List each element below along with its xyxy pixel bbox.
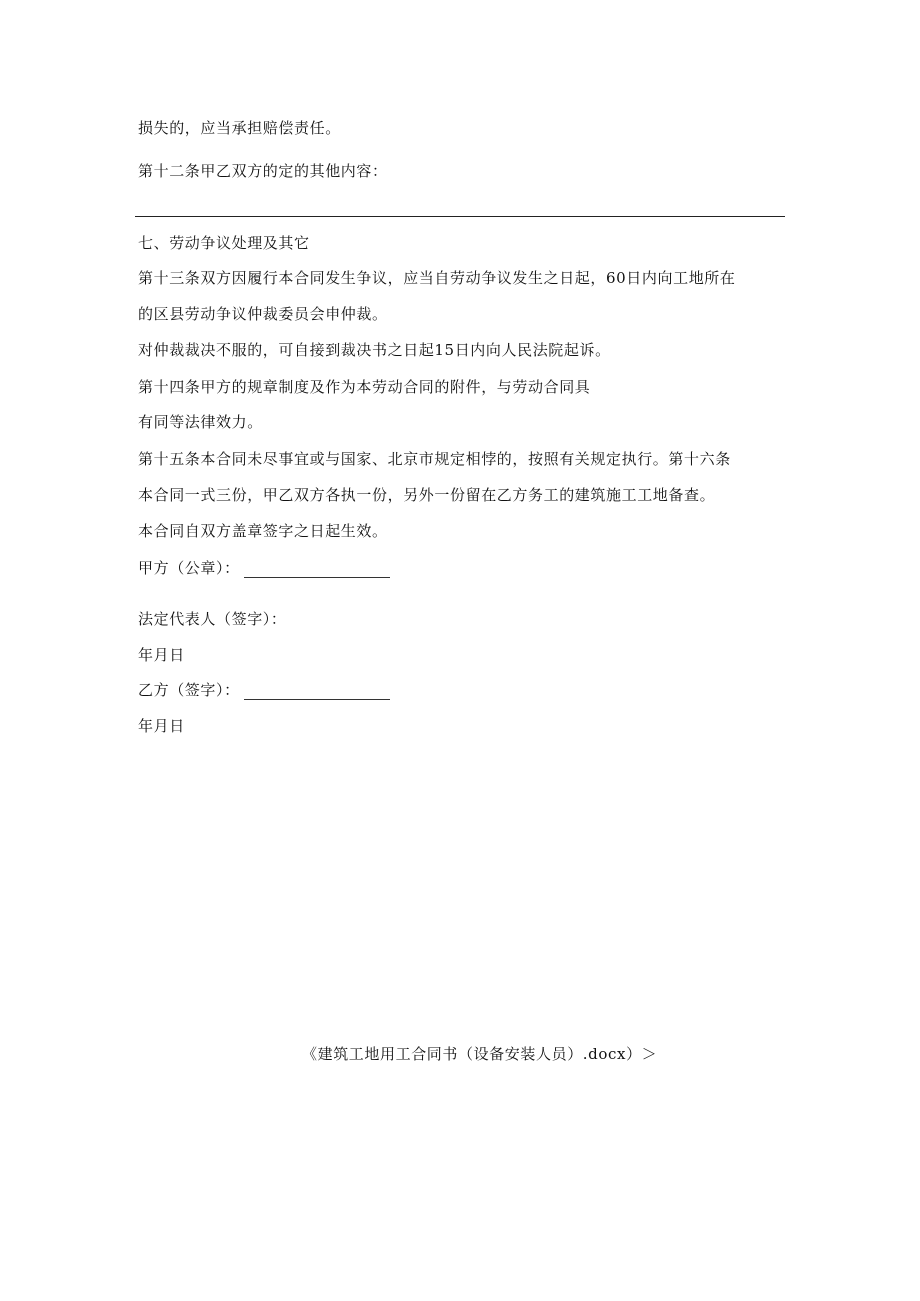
text-line-article-13: 第十三条双方因履行本合同发生争议，应当自劳动争议发生之日起，60日内向工地所在 [138,269,736,287]
party-a-signature-line [138,558,390,578]
text-line-compensation: 损失的，应当承担赔偿责任。 [138,119,341,137]
text-line-article-13-cont: 的区县劳动争议仲裁委员会申仲裁。 [138,305,388,323]
text-line-article-14-cont: 有同等法律效力。 [138,413,263,431]
section-heading-disputes: 七、劳动争议处理及其它 [138,234,310,252]
horizontal-rule [135,216,785,217]
party-b-blank [244,684,390,700]
text-line-appeal: 对仲裁裁决不服的，可自接到裁决书之日起15日内向人民法院起诉。 [138,341,611,359]
date-line-b: 年月日 [138,717,185,735]
party-a-blank [244,562,390,578]
party-a-label: 甲方（公章）： [138,559,240,577]
document-footer: 《建筑工地用工合同书（设备安装人员）.docx）＞ [302,1045,658,1063]
text-line-article-16: 本合同一式三份，甲乙双方各执一份，另外一份留在乙方务工的建筑施工工地备查。 [138,486,716,504]
text-line-effective: 本合同自双方盖章签字之日起生效。 [138,522,388,540]
legal-rep-label: 法定代表人（签字）： [138,610,287,628]
text-line-article-15: 第十五条本合同未尽事宜或与国家、北京市规定相悖的，按照有关规定执行。第十六条 [138,450,731,468]
text-line-article-14: 第十四条甲方的规章制度及作为本劳动合同的附件，与劳动合同具 [138,378,591,396]
date-line-a: 年月日 [138,646,185,664]
text-line-article-12: 第十二条甲乙双方的定的其他内容： [138,162,388,180]
party-b-signature-line [138,680,390,700]
party-b-label: 乙方（签字）： [138,681,240,699]
